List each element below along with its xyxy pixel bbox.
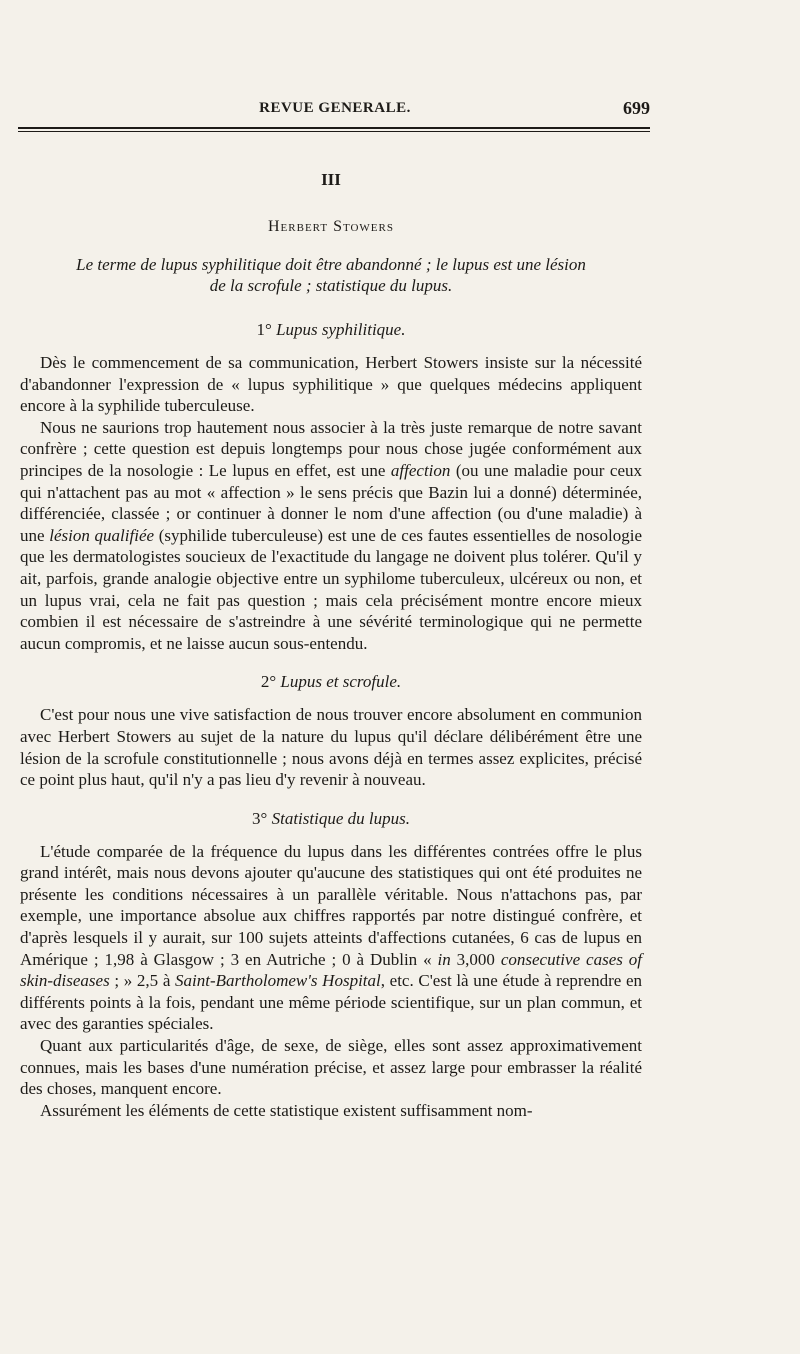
subsection-heading-2 [20, 672, 642, 692]
page-number: 699 [623, 98, 650, 118]
italic-run: affection [390, 460, 451, 480]
italic-run: Saint-Bartholomew's Hospital [175, 971, 381, 991]
italic-run: in [437, 949, 451, 969]
text-run: ; » 2,5 à [109, 971, 176, 991]
subsection-number: 1° [256, 320, 272, 339]
italic-run: consecutive cases of skin-diseases [20, 949, 642, 991]
paragraph-6: Assurément les éléments de cette statistique existent suffisamment nom- [40, 1100, 533, 1120]
paragraph-4 [20, 841, 642, 1035]
text-run: Nous ne saurions trop hautement nous associer à la très juste remarque de notre savant confrère ; cette question est depuis longtemps pour nous chose jugée conformément aux principes de la nosologie : Le lupus en effet, est une [20, 417, 642, 480]
paragraph-2 [20, 417, 642, 655]
text-run: (ou une maladie pour ceux qui n'attachent pas au mot « affection » le sens précis que Bazin lui a donné) déterminée, différenciée, classée ; or continuer à donner le nom d'une affection (ou d'une maladie) à une [20, 460, 643, 545]
page-header [20, 100, 650, 126]
subsection-title: Lupus et scrofule. [280, 672, 402, 692]
text-run: , etc. C'est là une étude à reprendre en différents points à la fois, pendant une même période scientifique, sur un plan commun, et avec des garanties spéciales. [20, 971, 642, 1034]
subtitle-line-2: de la scrofule ; statistique du lupus. [209, 276, 453, 295]
subtitle-line-1: Le terme de lupus syphilitique doit être abandonné ; le lupus est une lésion [76, 255, 586, 274]
subsection-number: 3° [252, 808, 268, 828]
header-rule-thin [18, 131, 650, 132]
subsection-title: Lupus syphilitique. [276, 320, 406, 339]
paragraph-3: C'est pour nous une vive satisfaction de nous trouver encore absolument en communion avec Herbert Stowers au sujet de la nature du lupus qu'il déclare délibérément être une lésion de la scrofule constitutionnelle ; nous avons déjà en termes assez explicites, précisé ce point plus haut, qu'il n'y a pas lieu d'y revenir à nouveau. [20, 705, 642, 790]
text-run: (syphilide tuberculeuse) est une de ces fautes essentielles de nosologie que les dermatologistes soucieux de l'exactitude du langage ne doivent plus tolérer. Qu'il y ait, parfois, grande analogie objective entre un syphilome tuberculeux, ulcéreux ou non, et un lupus vrai, cela ne fait pas question ; mais cela précisément montre encore mieux combien il est nécessaire de s'astreindre à une sévérité terminologique qui ne permette aucun compromis, et ne laisse aucun sous-entendu. [20, 525, 642, 653]
article-body [20, 170, 642, 1121]
paragraph-1: Dès le commencement de sa communication, Herbert Stowers insiste sur la nécessité d'abandonner l'expression de « lupus syphilitique » que quelques médecins appliquent encore à la syphilide tuberculeuse. [20, 353, 642, 416]
text-run: L'étude comparée de la fréquence du lupus dans les différentes contrées offre le plus grand intérêt, mais nous devons ajouter qu'aucune des statistiques qui ont été produites ne présente les conditions nécessaires à un parallèle véritable. Nous n'attachons pas, par exemple, une importance absolue aux chiffres rapportés par notre distingué confrère, et d'après lesquels il y aurait, sur 100 sujets atteints d'affections cutanées, 6 cas de lupus en Amérique ; 1,98 à Glasgow ; 3 en Autriche ; 0 à Dublin « [20, 841, 642, 969]
section-number: III [321, 170, 341, 189]
subsection-title: Statistique du lupus. [271, 808, 410, 828]
author-heading: Herbert Stowers [268, 218, 394, 235]
subsection-heading-3 [20, 809, 642, 829]
running-head: REVUE GENERALE. [259, 100, 411, 116]
subsection-heading-1 [20, 320, 642, 340]
article-subtitle [20, 254, 642, 296]
subsection-number: 2° [260, 672, 277, 692]
header-rule [18, 127, 650, 129]
italic-run: lésion qualifiée [49, 525, 155, 545]
paragraph-5: Quant aux particularités d'âge, de sexe, de siège, elles sont assez approximativement connues, mais les bases d'une numération précise, et assez large pour embrasser la réalité des choses, manquent encore. [20, 1036, 642, 1099]
text-run: 3,000 [450, 949, 501, 969]
